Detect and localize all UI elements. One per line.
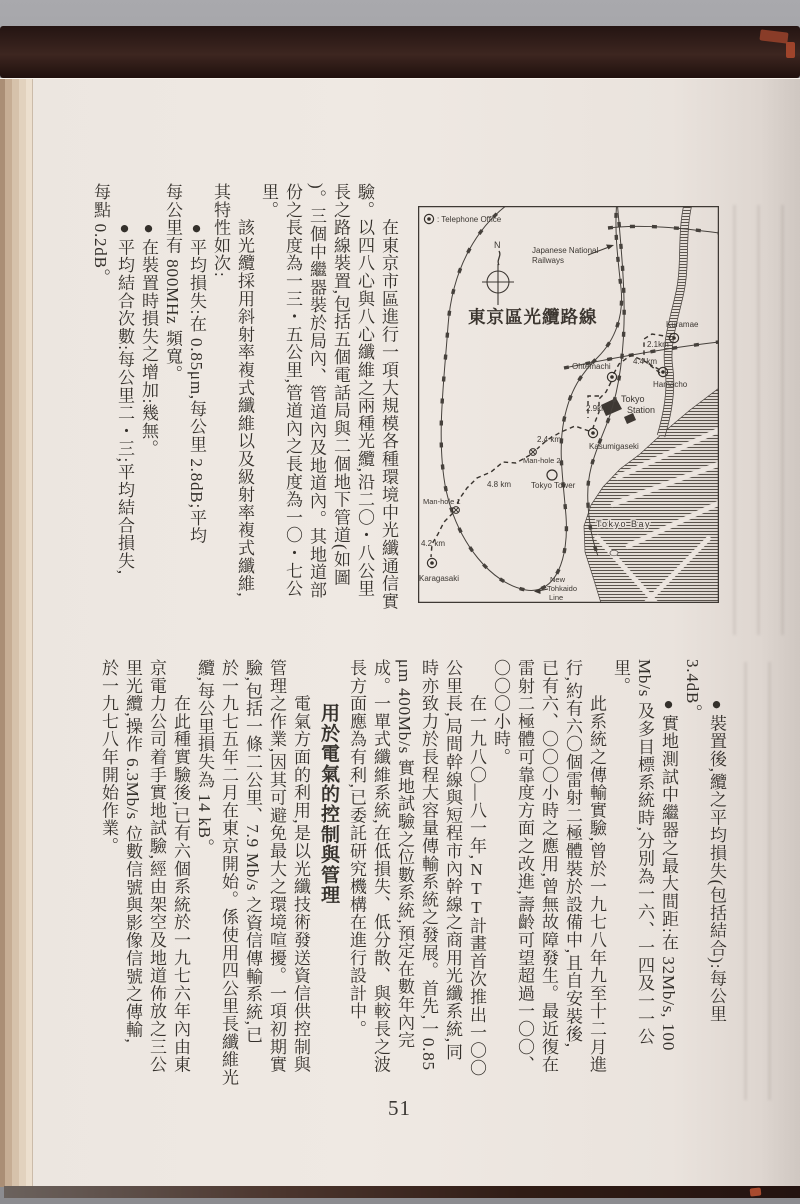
text-column: 此系統之傳輸實驗,曾於一九七八年九至十二月進 [587,659,606,1074]
text-column: 於一九七八年開始作業。 [99,659,118,855]
tohkaido-label-3: Line [549,593,564,602]
station-label-karagasaki: Karagasaki [419,574,460,583]
text-column: 在此種實驗後,已有六個系統於一九七六年內由東 [171,659,190,1074]
show-through-text [744,662,792,1100]
jnr-label-2: Railways [532,256,565,265]
lower-text-block [96,659,728,1106]
text-column: 里光纜,操作 6.3Mb/s 位數信號與影像信號之傳輸, [123,659,142,1044]
section-heading: 用於電氣的控制與管理 [318,703,339,905]
text-column: 其特性如次: [211,183,230,278]
tohkaido-label-1: New [550,575,566,584]
distance-label-2-1km: 2.1km [647,340,669,349]
text-column: 3.4dB。 [683,659,702,722]
text-column: Mb/s 及多目標系統時,分別為一六、一四及一一公 [635,659,654,1046]
text-column: 里。 [259,183,278,219]
tokyo-tower-label: Tokyo Tower [531,481,576,490]
text-column: 成。一單式纖維系統,在低損失、低分散、與較長之波 [371,659,390,1074]
book-cover-bottom-edge [4,1186,800,1198]
tokyo-bay-area [584,388,719,603]
tokyo-station-label-1: Tokyo [621,394,645,404]
marker-manhole-1 [453,507,460,514]
distance-label-4-2km: 4.2 km [421,539,446,548]
text-column: ●裝置後,纜之平均損失(包括結合):每公里 [707,659,726,1023]
text-column: 時亦致力於長程大容量傳輸系統之發展。首先,一0.85 [419,659,438,1071]
station-label-hamacho: Hamacho [653,380,688,389]
cover-glint [750,1187,762,1196]
text-column: 在東京市區進行一項大規模各種環境中光纖通信實 [379,183,398,611]
text-column: 長之路線裝置,包括五個電話局與二個地下管道(如圖 [331,183,350,587]
text-column: 纜,每公里損失為 14 kB。 [195,659,214,857]
text-column: 電氣方面的利用,是以光纖技術發送資信供控制與 [291,659,310,1074]
text-column: 該光纜採用斜射率複式纖維以及級射率複式纖維, [235,183,254,598]
text-column: 京電力公司着手實地試驗,經由架空及地道佈放之三公 [147,659,166,1074]
tokyo-bay-label: Tokyo Bay [596,519,652,529]
legend-telephone-icon [424,214,433,223]
text-column: 每點 0.2dB。 [91,183,110,287]
page-edge-stack [0,79,33,1187]
station-label-kasumigaseki: Kasumigaseki [589,442,639,451]
text-column: 行,約有六〇個雷射二極體裝於設備中,且自安裝後, [563,659,582,1048]
text-column: 每公里有 800MHz 頻寬。 [163,183,182,383]
page-number: 51 [388,1096,411,1120]
distance-label-4-4km: 4.4 km [633,357,658,366]
marker-manhole-2 [530,449,537,456]
text-column: 份之長度為一三・五公里,管道內之長度為一〇・七公 [283,183,302,598]
marker-kasumigaseki [588,428,597,437]
book-cover-top-edge [0,26,800,78]
upper-text-block [88,183,400,641]
tokyo-station-label-2: Station [627,405,656,415]
tohkaido-label-2: Tohkaido [547,584,578,593]
text-column: μm 400Mb/s 實地試驗之位數系統,預定在數年內完 [395,659,414,1049]
show-through-text [733,205,791,635]
manhole-1-label: Man-hole 1 [423,497,461,506]
manhole-2-label: Man-hole 2 [523,456,561,465]
text-column: 公里長,局間幹線與短程市內幹線之商用光纖系統,同 [443,659,462,1061]
station-label-kuramae: Kuramae [666,320,699,329]
marker-karagasaki [427,558,436,567]
marker-ohtemachi [607,372,616,381]
text-column: 在一九八〇—八一年,NTT計畫首次推出一〇〇 [467,659,486,1078]
tokyo-tower-marker [547,470,557,480]
text-column: ●在裝置時損失之增加:幾無。 [139,183,158,458]
text-column: 已有六、〇〇〇小時之應用,曾無故障發生。最近復在 [539,659,558,1074]
text-column: 驗。以四八心與八心纖維之兩種光纜,沿二〇・八公里 [355,183,374,598]
distance-label-4-8km: 4.8 km [487,480,512,489]
compass-north-arrow [482,251,514,305]
text-column: 於一九七五年二月在東京開始。係使用四公里長纖維光 [219,659,238,1087]
cover-glint [786,42,795,58]
text-column: 雷射二極體可靠度方面之改進,壽齡可望超過一〇〇、 [515,659,534,1074]
text-column: )。三個中繼器裝於局內、管道內及地道內。其地道部 [307,183,326,599]
text-column: 驗,包括一條二公里、7.9 Mb/s 之資信傳輸系統,已 [243,659,262,1044]
text-column: ●平均結合次數:每公里二・三;平均結合損失, [115,183,134,575]
text-column: 長方面應為有利,已委託研究機構在進行設計中。 [347,659,366,1038]
jnr-label-1: Japanese National [532,246,599,255]
legend-label: : Telephone Office [437,215,502,224]
map-title: 東京區光纜路線 [468,307,598,327]
distance-label-2-4km: 2.4 km [537,435,562,444]
text-column: ●平均損失:在 0.85μm,每公里 2.8dB;平均 [187,183,206,545]
text-column: 管理之作業,因其可避免最大之環境喧擾。一項初期實 [267,659,286,1074]
text-column: 里。 [611,659,630,695]
station-label-ohtemachi: Ohtemachi [572,362,611,371]
compass-n-label: N [494,240,501,250]
distance-label-2-9km: 2.9km [586,404,608,413]
tokyo-cable-route-map [418,206,719,603]
text-column: 〇〇〇小時。 [491,659,510,766]
text-column: ●實地測試中繼器之最大間距:在 32Mb/s, 100 [659,659,678,1052]
